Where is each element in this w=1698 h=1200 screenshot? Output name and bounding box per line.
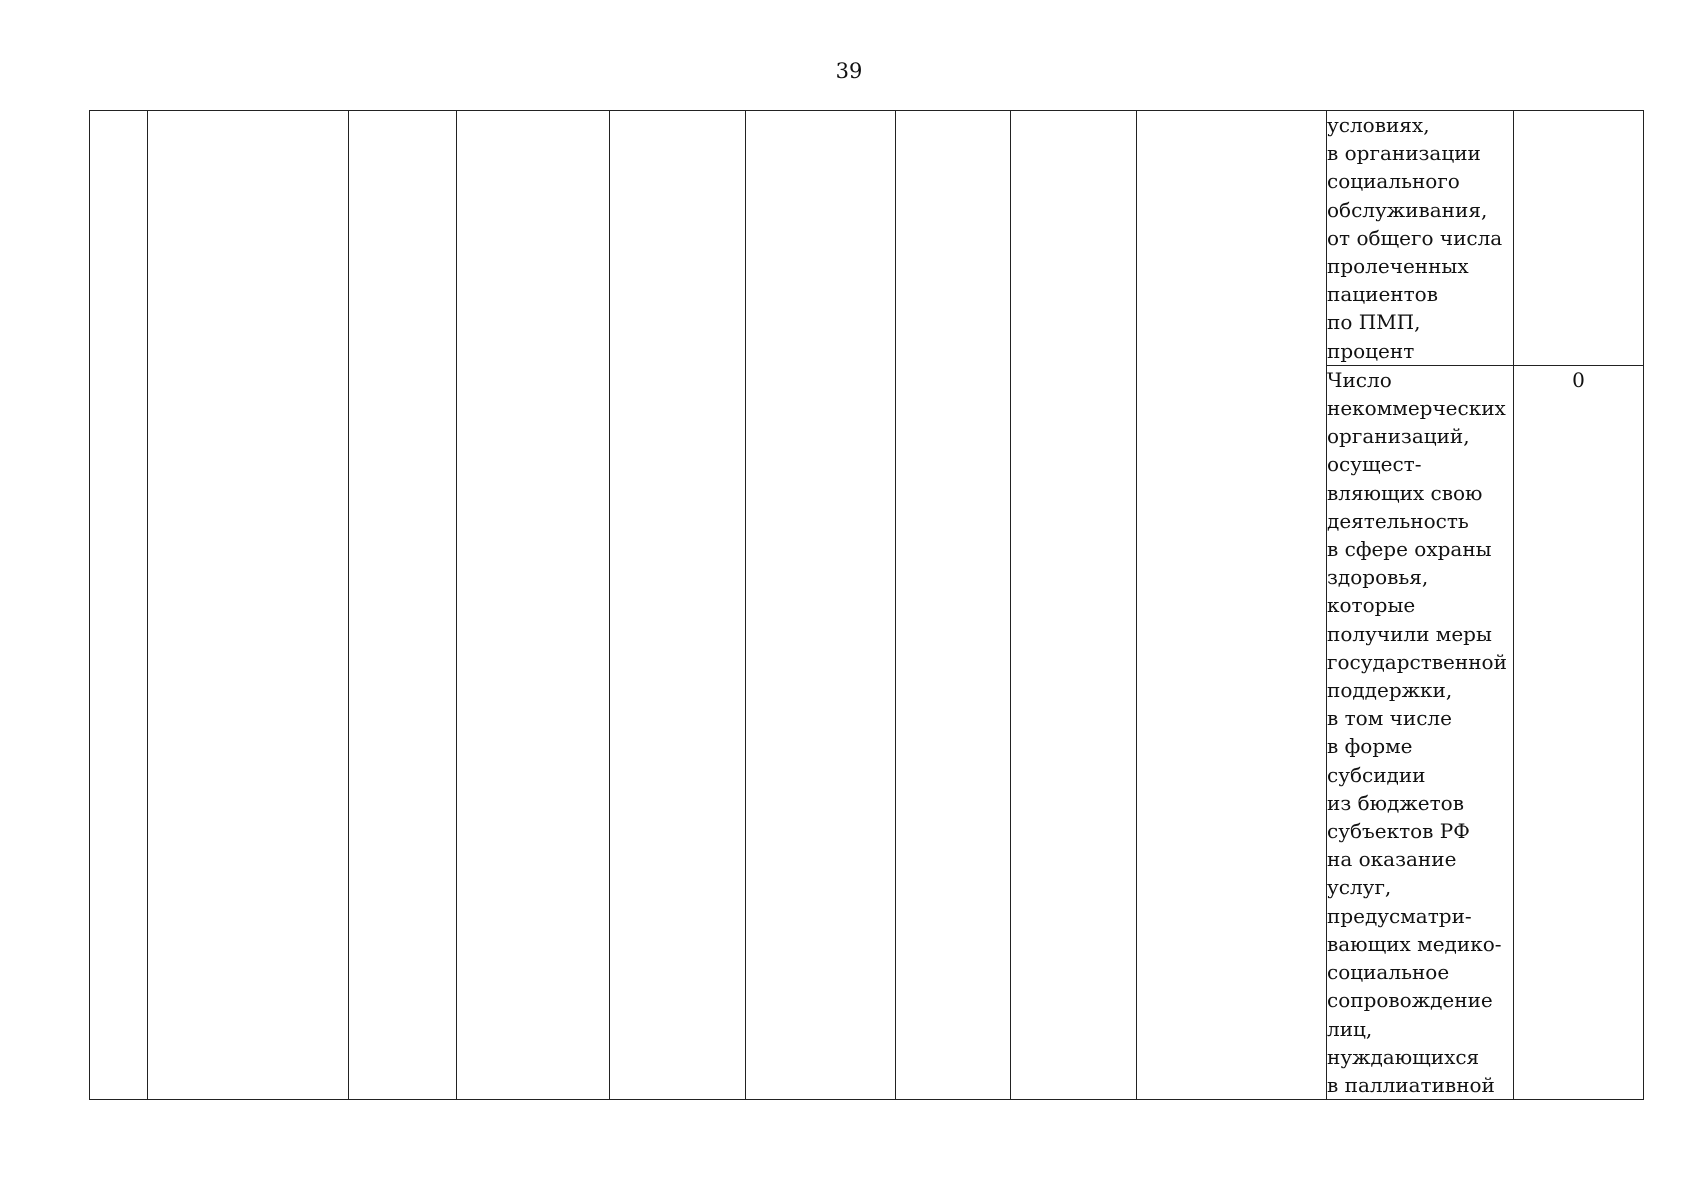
table-cell-col-4 — [457, 111, 610, 1100]
indicator-cell: Число некоммерческих организаций, осущест- вляющих свою деятельность в сфере охраны здоровья, которые получили меры государственной поддержки, в том числе в форме субсидии из бюджетов субъектов РФ на оказание услуг, предусматри- вающих медико- социальное сопровождение лиц, нуждающихся в паллиативной — [1327, 365, 1514, 1099]
table-cell-col-9 — [1137, 111, 1327, 1100]
value-cell — [1514, 111, 1644, 366]
table-cell-col-8 — [1011, 111, 1137, 1100]
value-cell: 0 — [1514, 365, 1644, 1099]
table-cell-col-5 — [610, 111, 746, 1100]
table-cell-col-6 — [746, 111, 896, 1100]
data-table — [89, 110, 1644, 1100]
page-number: 39 — [835, 59, 863, 83]
indicator-cell: условиях, в организации социального обслуживания, от общего числа пролеченных пациентов по ПМП, процент — [1327, 111, 1514, 366]
table-cell-col-7 — [896, 111, 1011, 1100]
table-cell-col-1 — [90, 111, 148, 1100]
table-cell-col-2 — [148, 111, 349, 1100]
table-row — [90, 111, 1644, 366]
table-cell-col-3 — [349, 111, 457, 1100]
